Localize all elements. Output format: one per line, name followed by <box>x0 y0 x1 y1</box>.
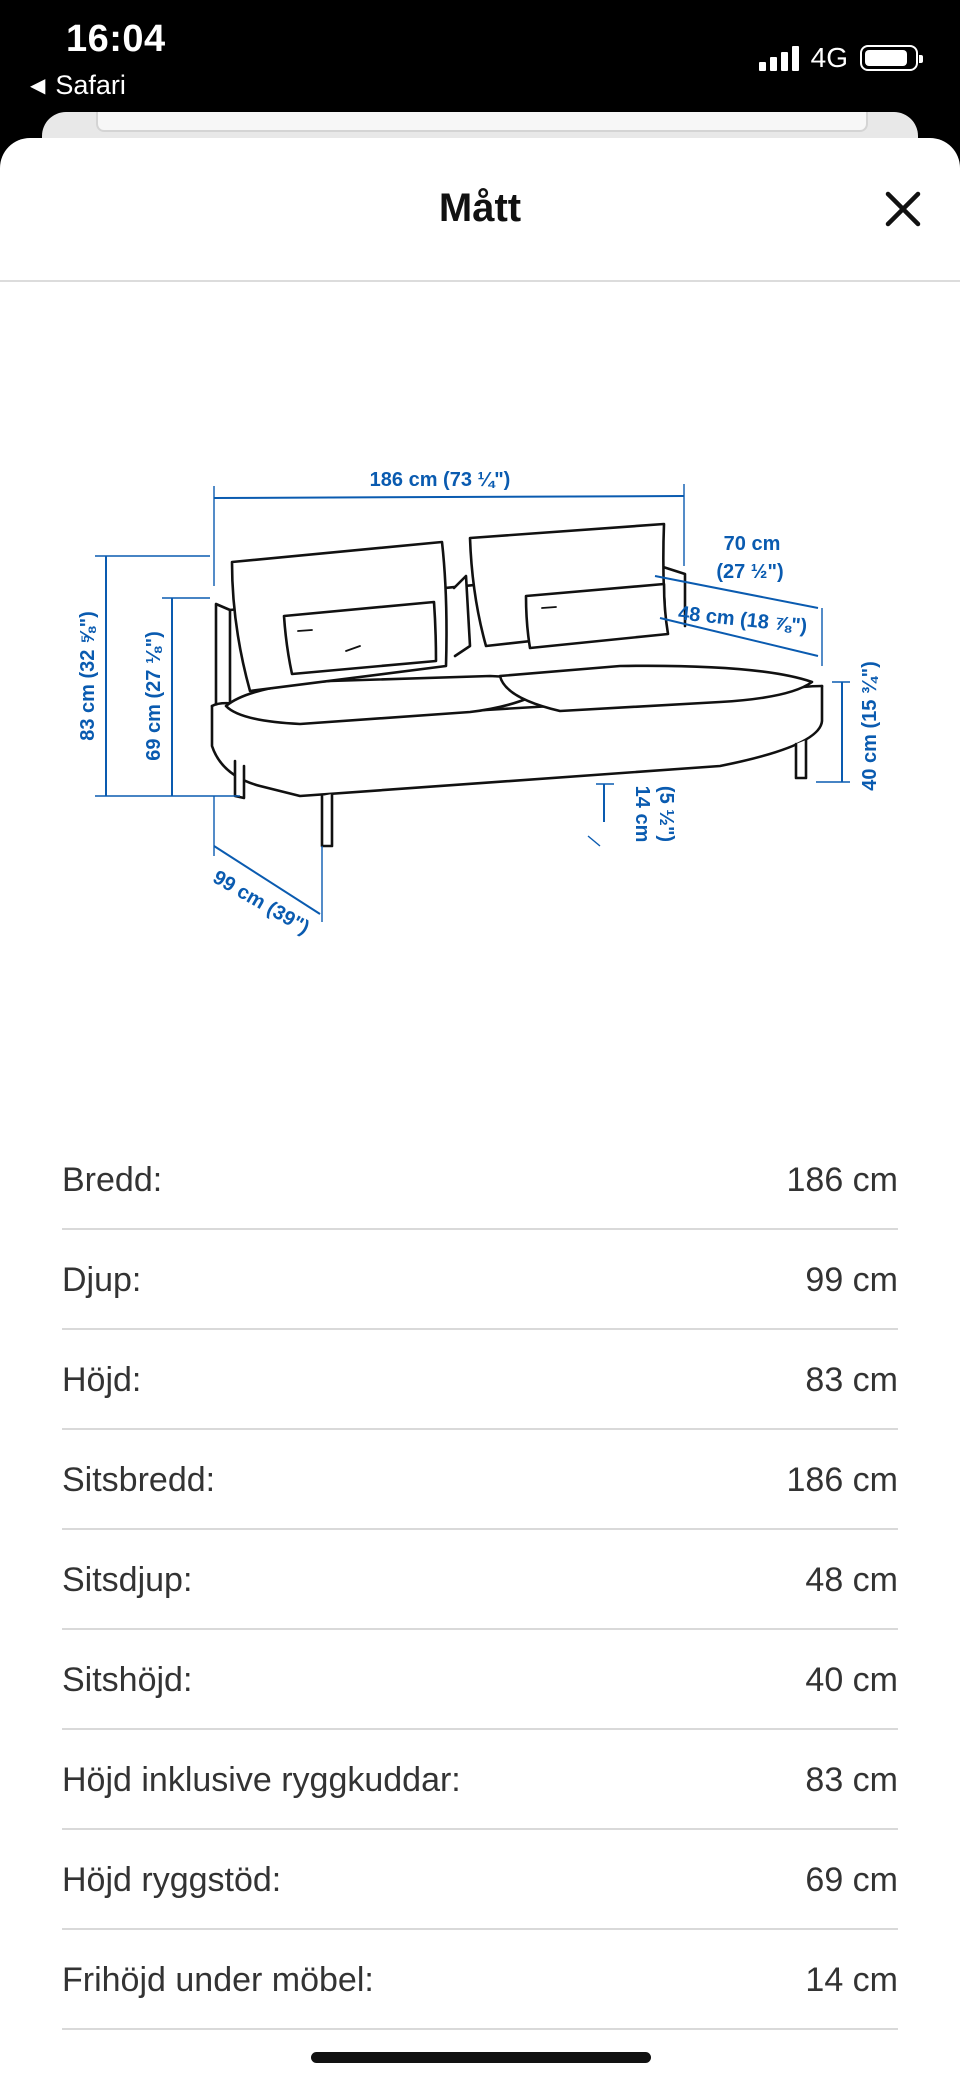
dimension-row <box>62 1230 898 1330</box>
dimension-value: 83 cm <box>805 1360 898 1399</box>
sheet-header <box>0 138 960 282</box>
back-to-app-button[interactable] <box>30 70 126 101</box>
sheet-title: Mått <box>438 186 522 230</box>
dimension-value: 186 cm <box>786 1460 898 1499</box>
back-app-label: Safari <box>55 70 126 100</box>
dimension-list <box>62 1130 898 2030</box>
dimension-label: Frihöjd under möbel: <box>62 1960 374 1999</box>
back-height-label: 69 cm (27 ⅛") <box>143 631 165 761</box>
status-bar <box>0 0 960 118</box>
clearance-label: 14 cm <box>631 785 653 843</box>
seat-height-label: 40 cm (15 ¾") <box>859 661 881 791</box>
dimension-value: 14 cm <box>805 1960 898 1999</box>
clearance-label-imperial: (5 ½") <box>655 785 677 843</box>
status-indicators <box>759 42 918 74</box>
dimension-value: 186 cm <box>786 1160 898 1199</box>
depth-label: 70 cm <box>723 533 781 555</box>
dimension-label: Djup: <box>62 1260 142 1299</box>
status-time: 16:04 <box>66 18 166 60</box>
back-triangle-icon: ◀ <box>30 75 46 97</box>
dimension-label: Bredd: <box>62 1160 163 1199</box>
dimension-value: 48 cm <box>805 1560 898 1599</box>
total-depth-label: 99 cm (39") <box>209 866 313 940</box>
dimension-label: Sitshöjd: <box>62 1660 193 1699</box>
close-icon[interactable] <box>880 186 926 232</box>
dimension-label: Sitsdjup: <box>62 1560 193 1599</box>
background-page-field <box>96 112 868 132</box>
sofa-dimension-diagram <box>0 326 960 966</box>
dimension-label: Höjd ryggstöd: <box>62 1860 282 1899</box>
cellular-signal-icon <box>759 45 799 71</box>
dimension-value: 99 cm <box>805 1260 898 1299</box>
height-label: 83 cm (32 ⅝") <box>77 611 99 741</box>
dimension-row <box>62 1130 898 1230</box>
dimension-row <box>62 1330 898 1430</box>
dimension-label: Höjd inklusive ryggkuddar: <box>62 1760 461 1799</box>
dimension-row <box>62 1730 898 1830</box>
dimension-value: 69 cm <box>805 1860 898 1899</box>
dimension-row <box>62 1830 898 1930</box>
dimension-row <box>62 1930 898 2030</box>
dimension-value: 40 cm <box>805 1660 898 1699</box>
dimension-row <box>62 1630 898 1730</box>
battery-icon <box>860 45 918 71</box>
network-type: 4G <box>810 42 848 73</box>
home-indicator[interactable] <box>311 2052 651 2063</box>
depth-label-imperial: (27 ½") <box>716 561 784 583</box>
dimension-row <box>62 1530 898 1630</box>
width-label: 186 cm (73 ¼") <box>369 469 511 491</box>
dimension-row <box>62 1430 898 1530</box>
dimension-value: 83 cm <box>805 1760 898 1799</box>
dimension-label: Sitsbredd: <box>62 1460 216 1499</box>
seat-depth-label: 48 cm (18 ⅞") <box>677 602 809 638</box>
dimension-label: Höjd: <box>62 1360 142 1399</box>
